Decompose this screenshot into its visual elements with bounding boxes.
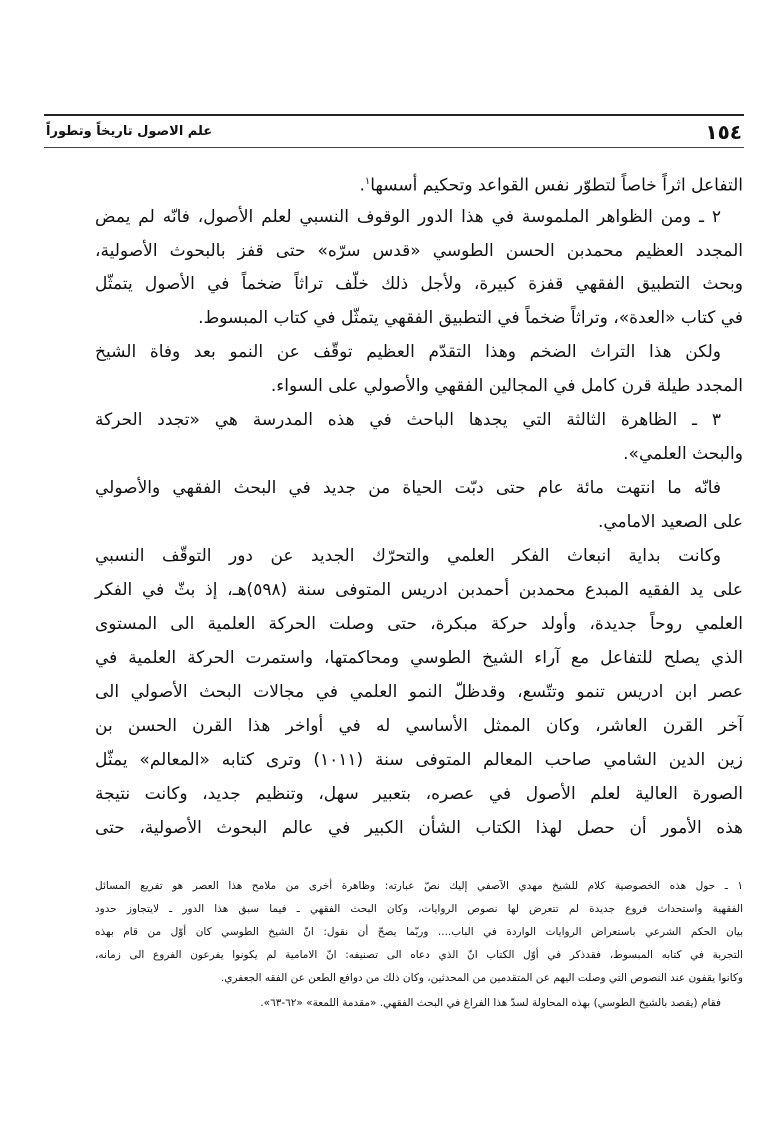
body-line: فانّه ما انتهت مائة عام حتى دبّت الحياة من جديد في البحث الفقهي والأصولي: [95, 478, 721, 498]
body-line: في كتاب «العدة»، وتراثاً ضخماً في التطبيق الفقهي يتمثّل في كتاب المبسوط.: [198, 308, 743, 328]
body-line: على الصعيد الامامي.: [597, 512, 743, 532]
header-rule-bottom: [44, 147, 744, 148]
header-rule-top: [44, 114, 744, 116]
body-line: المجدد طيلة قرن كامل في المجالين الفقهي والأصولي على السواء.: [270, 376, 743, 396]
body-line: التفاعل اثراً خاصاً لتطوّر نفس القواعد وتحكيم أسسها$^١$.: [359, 175, 743, 196]
body-line: الذي يصلح للتفاعل مع آراء الشيخ الطوسي ومحاكمتها، واستمرت الحركة العلمية في: [95, 648, 743, 668]
footnote-line: وكانوا يقفون عند النصوص التي وصلت اليهم عن المتقدمين من المحدثين، وكان ذلك من دوافع الطعن عن الفقه الجعفري.: [220, 972, 743, 984]
body-line: ولكن هذا التراث الضخم وهذا التقدّم العظيم توقّف عن النمو بعد وفاة الشيخ: [95, 342, 721, 362]
body-line: ٣ ـ الظاهرة الثالثة التي يجدها الباحث في هذه المدرسة هي «تجدد الحركة: [95, 410, 721, 430]
body-line: هذه الأمور أن حصل لهذا الكتاب الشأن الكبير في عالم البحوث الأصولية، حتى: [95, 818, 743, 838]
body-line: المجدد العظيم محمدبن الحسن الطوسي «قدس سرّه» حتى قفز بالبحوث الأصولية،: [95, 241, 743, 261]
footnote-marker: ١: [364, 176, 371, 187]
body-line: الصورة العالية لعلم الأصول في عصره، بتعبير سهل، وتنظيم جديد، وكانت نتيجة: [95, 784, 743, 804]
page-number: ١٥٤: [705, 120, 742, 144]
body-line: عصر ابن ادريس تنمو وتتّسع، وقدظلّ النمو العلمي في مجالات البحث الأصولي الى: [95, 682, 743, 702]
body-line: على يد الفقيه المبدع محمدبن أحمدبن ادريس المتوفى سنة (٥٩٨)هـ، إذ بثّ في الفكر: [95, 580, 743, 600]
body-line: والبحث العلمي».: [623, 444, 743, 464]
footnote-line: ١ ـ حول هذه الخصوصية كلام للشيخ مهدي الآصفي إليك نصّ عبارته: وظاهرة أخرى من ملامح هذا العصر هو تفريع المسائل: [95, 880, 743, 892]
footnote-line: الفقهية واستحداث فروع جديدة لم تتعرض لها نصوص الروايات، وكان البحث الفقهي ـ فيما سبق هذا الدور ـ لايتجاوز حدود: [95, 903, 743, 915]
body-line: آخر القرن العاشر، وكان الممثل الأساسي له في أواخر هذا القرن الحسن بن: [95, 716, 743, 736]
footnote-line: بيان الحكم الشرعي باستعراض الروايات الواردة في الباب.... وربّما يصحّ أن نقول: انّ الشيخ الطوسي كان أوّل من قام بهذه: [95, 926, 743, 938]
body-line: زين الدين الشامي صاحب المعالم المتوفى سنة (١٠١١) وترى كتابه «المعالم» يمثّل: [95, 750, 743, 770]
body-line: ٢ ـ ومن الظواهر الملموسة في هذا الدور الوقوف النسبي لعلم الأصول، فانّه لم يمض: [95, 207, 721, 227]
body-line: وكانت بداية انبعاث الفكر العلمي والتحرّك الجديد عن دور التوقّف النسبي: [95, 546, 721, 566]
body-line: وبحث التطبيق الفقهي قفزة كبيرة، ولأجل ذلك خلّف تراثاً ضخماً في الأصول يتمثّل: [95, 274, 743, 294]
footnote-line: فقام (يقصد بالشيخ الطوسي) بهذه المحاولة لسدّ هذا الفراغ في البحث الفقهي. «مقدمة اللمعة» «٦٢-٦٣».: [260, 997, 721, 1009]
footnote-line: التجربة في كتابه المبسوط، فقدذكر في أوّل الكتاب انّ الذي دعاه الى تصنيفه: انّ الامامية لم يكونوا يفرعون الفروع الى زمانه،: [95, 949, 743, 961]
running-title: علم الاصول تاريخاً وتطوراً: [46, 124, 213, 139]
body-line: العلمي روحاً جديدة، وأولد حركة مبكرة، حتى وصلت الحركة العلمية الى المستوى: [95, 614, 743, 634]
body-line-text: التفاعل اثراً خاصاً لتطوّر نفس القواعد وتحكيم أسسها: [370, 175, 743, 196]
